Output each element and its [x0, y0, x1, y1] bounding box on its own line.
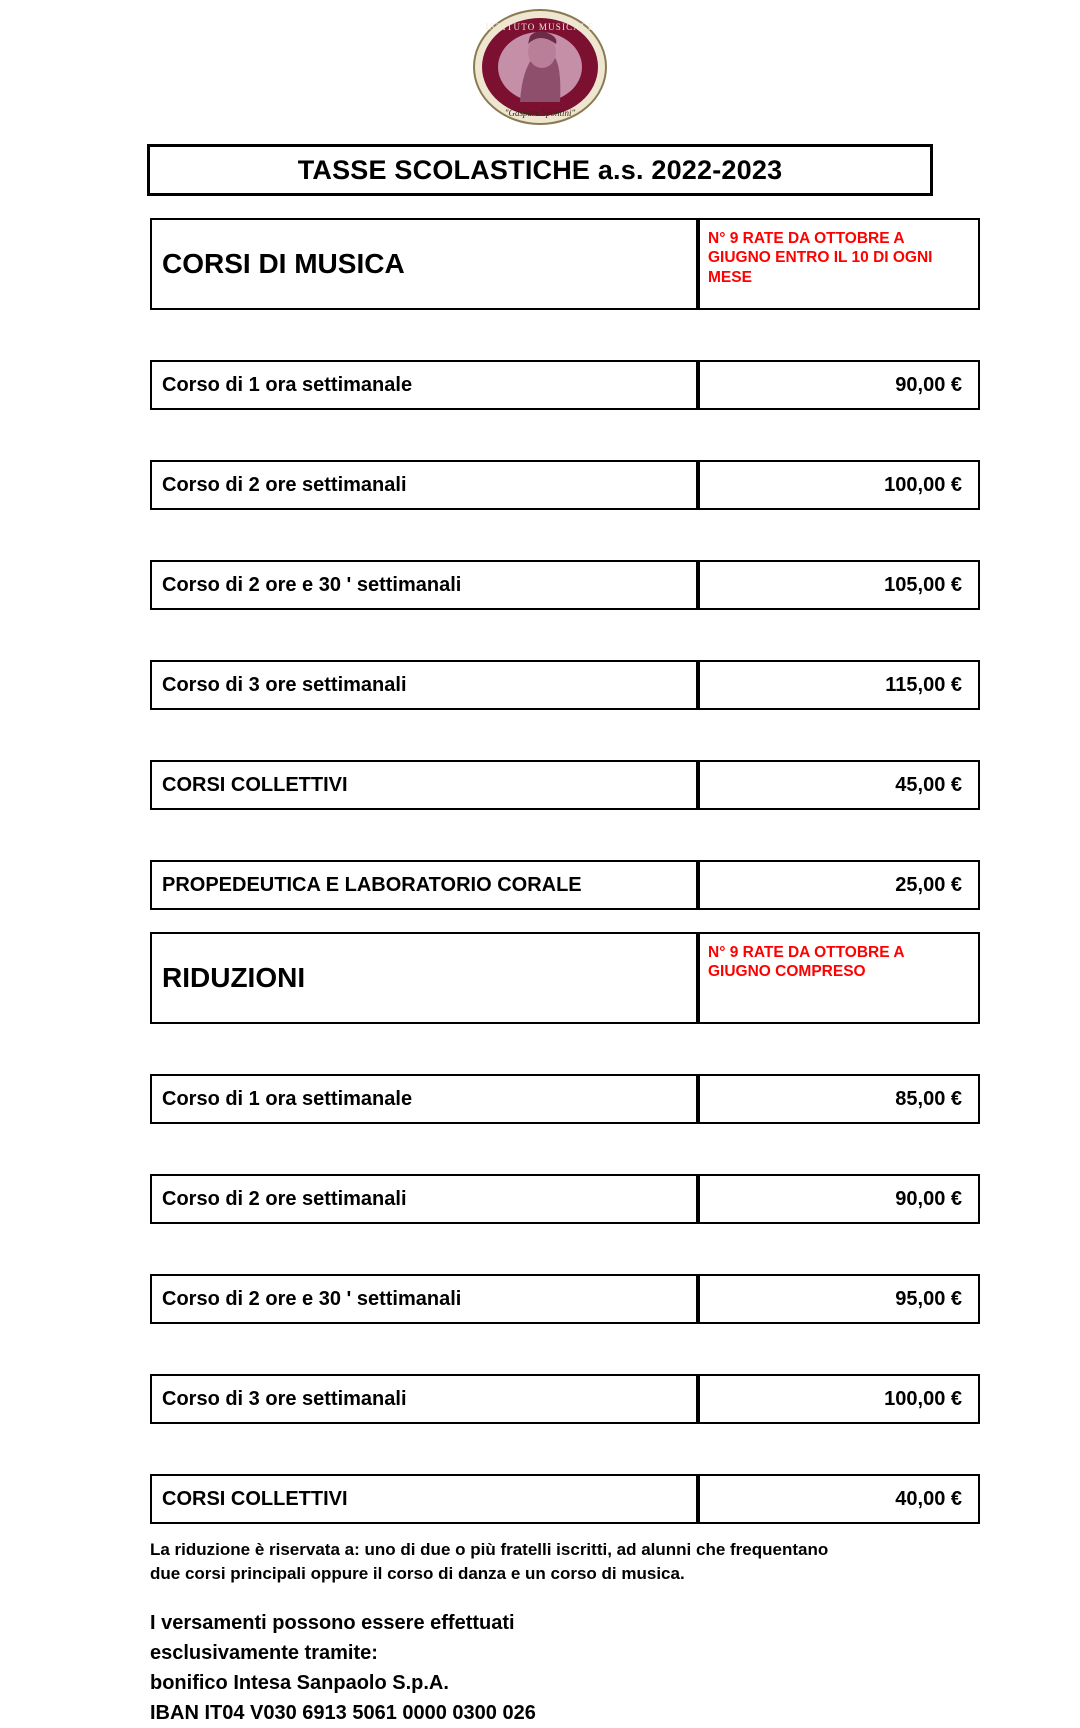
table-header-row: [150, 218, 980, 310]
row-value: 105,00 €: [698, 560, 980, 610]
istituto-musicale-seal-icon: [472, 8, 608, 126]
row-spacer: [150, 1224, 980, 1274]
row-value: 115,00 €: [698, 660, 980, 710]
row-spacer: [150, 410, 980, 460]
table-row: [150, 1374, 980, 1424]
row-label: Corso di 1 ora settimanale: [150, 360, 698, 410]
row-value: 100,00 €: [698, 1374, 980, 1424]
section-note-riduzioni: N° 9 RATE DA OTTOBRE A GIUGNO COMPRESO: [698, 932, 980, 1024]
table-riduzioni: [150, 932, 980, 1524]
table-row: [150, 1474, 980, 1524]
payment-line-1: I versamenti possono essere effettuati: [150, 1612, 515, 1635]
reduction-note-line-2: due corsi principali oppure il corso di danza e un corso di musica.: [150, 1564, 685, 1584]
table-row: [150, 1174, 980, 1224]
table-row: [150, 760, 980, 810]
section-title-corsi-di-musica: CORSI DI MUSICA: [150, 218, 698, 310]
payment-line-3: bonifico Intesa Sanpaolo S.p.A.: [150, 1672, 449, 1695]
table-row: [150, 860, 980, 910]
section-note-corsi-di-musica: N° 9 RATE DA OTTOBRE A GIUGNO ENTRO IL 10 DI OGNI MESE: [698, 218, 980, 310]
table-row: [150, 1274, 980, 1324]
row-value: 25,00 €: [698, 860, 980, 910]
row-label: CORSI COLLETTIVI: [150, 760, 698, 810]
page-title: [147, 144, 933, 196]
fees-sheet: [150, 218, 962, 1524]
table-row: [150, 560, 980, 610]
row-label: Corso di 2 ore e 30 ' settimanali: [150, 560, 698, 610]
table-header-row: [150, 932, 980, 1024]
reduction-note: [150, 1538, 930, 1586]
row-label: Corso di 3 ore settimanali: [150, 1374, 698, 1424]
row-value: 45,00 €: [698, 760, 980, 810]
svg-text:ISTITUTO MUSICALE: ISTITUTO MUSICALE: [485, 22, 595, 32]
row-label: Corso di 2 ore settimanali: [150, 460, 698, 510]
payment-info: [150, 1608, 930, 1728]
row-spacer: [150, 710, 980, 760]
row-label: Corso di 3 ore settimanali: [150, 660, 698, 710]
row-value: 85,00 €: [698, 1074, 980, 1124]
row-spacer: [150, 810, 980, 860]
logo-container: [0, 0, 1080, 126]
row-value: 90,00 €: [698, 1174, 980, 1224]
row-label: Corso di 1 ora settimanale: [150, 1074, 698, 1124]
row-label: Corso di 2 ore e 30 ' settimanali: [150, 1274, 698, 1324]
svg-text:"Gaspare Spontini": "Gaspare Spontini": [504, 108, 576, 118]
table-row: [150, 460, 980, 510]
row-spacer: [150, 1124, 980, 1174]
row-label: Corso di 2 ore settimanali: [150, 1174, 698, 1224]
payment-iban: IBAN IT04 V030 6913 5061 0000 0300 026: [150, 1702, 536, 1725]
row-spacer: [150, 1024, 980, 1074]
table-row: [150, 1074, 980, 1124]
section-title-riduzioni: RIDUZIONI: [150, 932, 698, 1024]
table-corsi-di-musica: [150, 218, 980, 910]
row-spacer: [150, 1424, 980, 1474]
row-spacer: [150, 510, 980, 560]
row-value: 40,00 €: [698, 1474, 980, 1524]
row-spacer: [150, 310, 980, 360]
row-value: 90,00 €: [698, 360, 980, 410]
table-row: [150, 360, 980, 410]
table-row: [150, 660, 980, 710]
row-label: PROPEDEUTICA E LABORATORIO CORALE: [150, 860, 698, 910]
payment-line-2: esclusivamente tramite:: [150, 1642, 378, 1665]
row-spacer: [150, 610, 980, 660]
reduction-note-line-1: La riduzione è riservata a: uno di due o più fratelli iscritti, ad alunni che frequentano: [150, 1540, 829, 1559]
row-value: 100,00 €: [698, 460, 980, 510]
row-value: 95,00 €: [698, 1274, 980, 1324]
row-label: CORSI COLLETTIVI: [150, 1474, 698, 1524]
page-title-text: TASSE SCOLASTICHE a.s. 2022-2023: [297, 154, 783, 185]
